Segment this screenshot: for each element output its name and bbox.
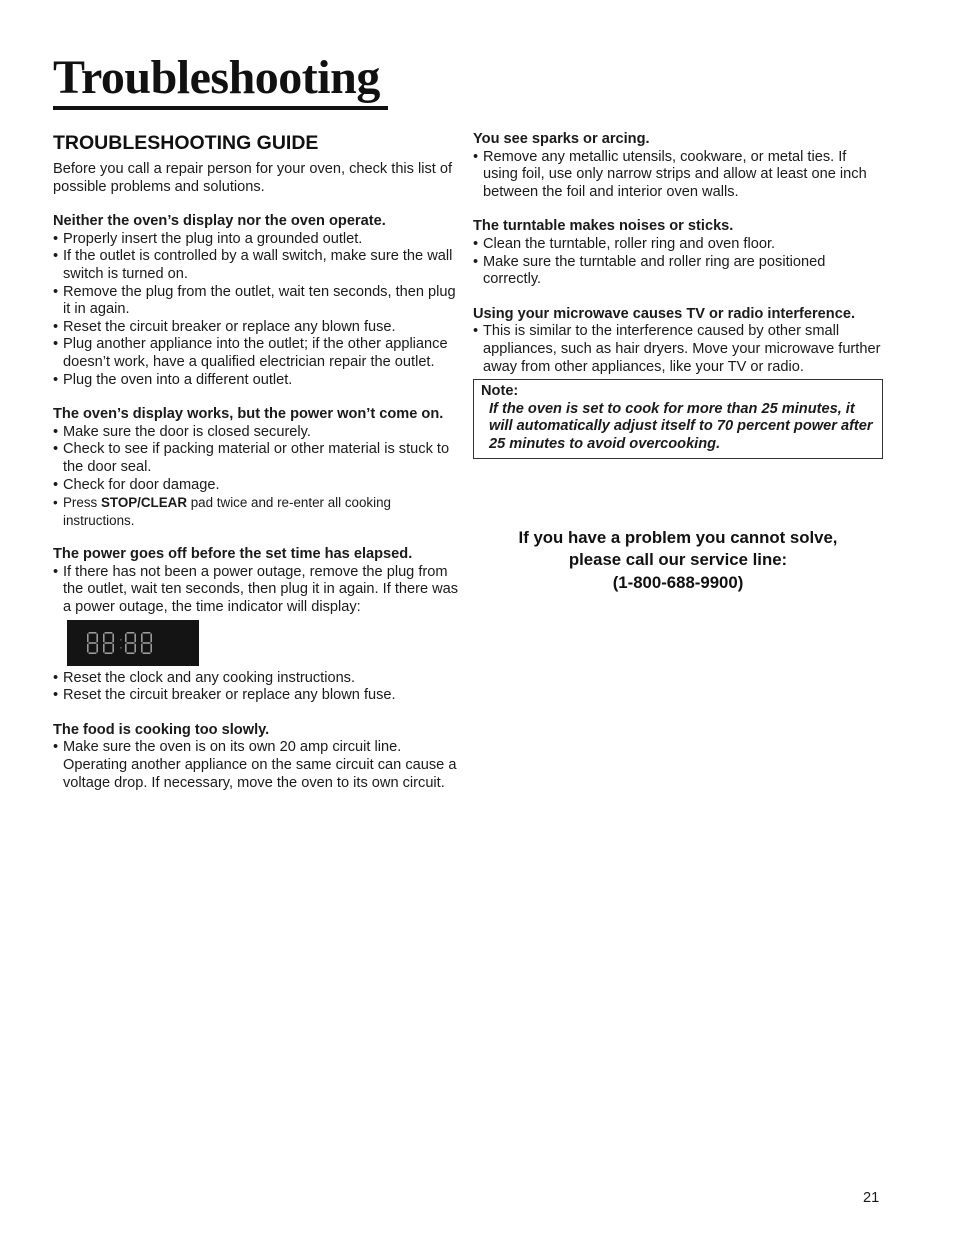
list-item: • If the outlet is controlled by a wall switch, make sure the wall switch is turned on. bbox=[53, 248, 465, 283]
section-title: Neither the oven’s display nor the oven operate. bbox=[53, 213, 386, 230]
list-item: • Make sure the turntable and roller ring are positioned correctly. bbox=[473, 254, 885, 289]
service-callout bbox=[473, 527, 883, 594]
list-item: • Properly insert the plug into a grounded outlet. bbox=[53, 231, 465, 249]
section-no-display bbox=[53, 213, 465, 389]
stop-prefix: Press bbox=[63, 495, 101, 511]
bullet-list bbox=[53, 670, 465, 705]
stop-suffix: pad twice and re-enter all cooking instructions. bbox=[63, 495, 391, 528]
list-item: • If there has not been a power outage, remove the plug from the outlet, wait ten seconds, then plug it in again. If there was a power outage, the time indicator will display: bbox=[53, 564, 465, 617]
section-title: The food is cooking too slowly. bbox=[53, 721, 270, 738]
bullet-list bbox=[473, 323, 885, 376]
section-no-power bbox=[53, 406, 465, 529]
time-indicator-display bbox=[67, 620, 199, 666]
section-title: The power goes off before the set time has elapsed. bbox=[53, 546, 413, 563]
section-power-goes-off bbox=[53, 546, 465, 705]
note-box bbox=[473, 379, 883, 458]
list-item: • Plug another appliance into the outlet; if the other appliance doesn’t work, have a qualified electrician repair the outlet. bbox=[53, 336, 465, 371]
service-line-2: please call our service line: bbox=[568, 550, 788, 570]
section-sparks bbox=[473, 131, 885, 201]
list-item: • This is similar to the interference caused by other small appliances, such as hair dryers. Move your microwave further away from other appliances, like your TV or radio. bbox=[473, 323, 885, 376]
bullet-list bbox=[53, 739, 465, 792]
service-phone: (1-800-688-9900) bbox=[612, 572, 744, 592]
right-column bbox=[473, 131, 885, 459]
bullet-list bbox=[53, 564, 465, 617]
colon-dot bbox=[120, 639, 122, 641]
list-item: • Plug the oven into a different outlet. bbox=[53, 372, 465, 390]
list-item: • Check for door damage. bbox=[53, 477, 465, 495]
bullet-list bbox=[473, 236, 885, 289]
colon-dot bbox=[120, 647, 122, 649]
display-digit bbox=[87, 632, 98, 654]
guide-intro: Before you call a repair person for your oven, check this list of possible problems and solutions. bbox=[53, 161, 453, 195]
bullet-list bbox=[53, 231, 465, 389]
list-item: • Reset the circuit breaker or replace any blown fuse. bbox=[53, 319, 465, 337]
display-digit bbox=[125, 632, 136, 654]
list-item: • Make sure the door is closed securely. bbox=[53, 424, 465, 442]
display-digit bbox=[103, 632, 114, 654]
section-cooking-slowly bbox=[53, 722, 465, 792]
list-item: • Remove any metallic utensils, cookware, or metal ties. If using foil, use only narrow strips and allow at least one inch between the foil and interior oven walls. bbox=[473, 149, 885, 202]
left-column bbox=[53, 131, 465, 809]
list-item: • Clean the turntable, roller ring and oven floor. bbox=[473, 236, 885, 254]
section-turntable bbox=[473, 218, 885, 288]
note-text: If the oven is set to cook for more than 25 minutes, it will automatically adjust itself to 70 percent power after 25 minutes to avoid overcooking. bbox=[489, 400, 873, 452]
service-line-1: If you have a problem you cannot solve, bbox=[518, 528, 838, 547]
bullet-list bbox=[53, 424, 465, 530]
display-readout-icon bbox=[87, 630, 177, 656]
section-title: Using your microwave causes TV or radio interference. bbox=[473, 305, 856, 322]
list-item: • Remove the plug from the outlet, wait ten seconds, then plug it in again. bbox=[53, 284, 465, 319]
section-title: The turntable makes noises or sticks. bbox=[473, 218, 734, 235]
stop-clear-key: STOP/CLEAR bbox=[100, 495, 188, 511]
guide-heading: TROUBLESHOOTING GUIDE bbox=[53, 132, 319, 154]
section-title: You see sparks or arcing. bbox=[473, 131, 650, 147]
page-number: 21 bbox=[863, 1190, 880, 1206]
title-underline bbox=[53, 106, 388, 110]
list-item: • Reset the circuit breaker or replace any blown fuse. bbox=[53, 687, 465, 705]
note-label: Note: bbox=[481, 383, 519, 400]
display-digit bbox=[141, 632, 152, 654]
page-title: Troubleshooting bbox=[53, 51, 380, 104]
list-item: • Reset the clock and any cooking instructions. bbox=[53, 670, 465, 688]
list-item: • Check to see if packing material or other material is stuck to the door seal. bbox=[53, 441, 465, 476]
section-title: The oven’s display works, but the power won’t come on. bbox=[53, 406, 444, 423]
bullet-list bbox=[473, 149, 885, 202]
list-item: • Make sure the oven is on its own 20 amp circuit line. Operating another appliance on the same circuit can cause a voltage drop. If necessary, move the oven to its own circuit. bbox=[53, 739, 465, 792]
section-interference bbox=[473, 306, 885, 376]
list-item-stop-clear bbox=[53, 494, 465, 529]
